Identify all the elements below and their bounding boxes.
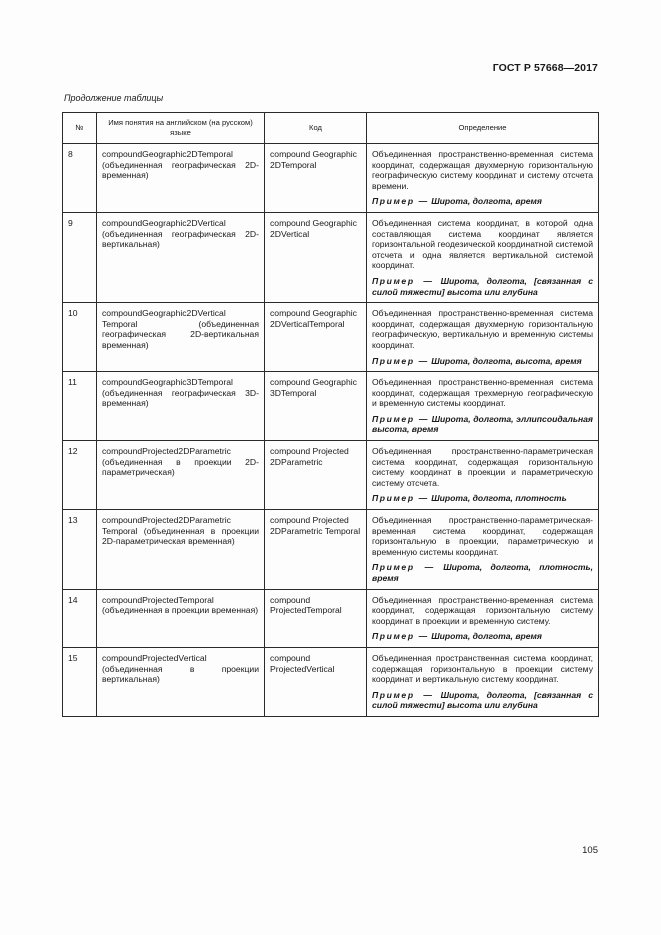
example-label: Пример —	[372, 493, 429, 504]
example	[372, 196, 593, 207]
definition-text: Объединенная система координат, в которой одна составляющая система координат является горизонтальной геодезической координатной системой отсчета и одна является вертикальной системой координат.	[372, 217, 593, 271]
row-number: 9	[63, 212, 97, 302]
term-code: compound Projected 2DParametric	[265, 441, 367, 510]
example	[372, 690, 593, 711]
term-name: compoundGeographic2DTemporal (объединенная географическая 2D-временная)	[97, 144, 265, 213]
example-text: Широта, долгота, [связанная с силой тяжести] высота или глубина	[372, 275, 593, 297]
term-definition-cell	[367, 212, 599, 302]
term-name: compoundProjected2DParametric Temporal (объединенная в проекции 2D-параметрическая временная)	[97, 510, 265, 590]
term-name: compoundGeographic2DVertical (объединенная географическая 2D-вертикальная)	[97, 212, 265, 302]
example	[372, 414, 593, 435]
example-text: Широта, долгота, плотность, время	[372, 562, 593, 583]
row-number: 8	[63, 144, 97, 213]
term-definition-cell	[367, 647, 599, 716]
table-row	[63, 372, 599, 441]
example-label: Пример —	[372, 631, 429, 642]
row-number: 13	[63, 510, 97, 590]
example-text: Широта, долгота, время	[431, 631, 542, 642]
row-number: 10	[63, 303, 97, 372]
example-label: Пример —	[372, 562, 435, 573]
term-name: compoundGeographic3DTemporal (объединенная географическая 3D-временная)	[97, 372, 265, 441]
example-text: Широта, долгота, плотность	[431, 493, 567, 504]
definition-text: Объединенная пространственно-временная система координат, содержащая горизонтальную систему координат в проекции и временную систему.	[372, 594, 593, 626]
example-label: Пример —	[372, 275, 434, 286]
term-code: compound ProjectedVertical	[265, 647, 367, 716]
table-row	[63, 144, 599, 213]
example-text: Широта, долгота, эллипсоидальная высота, время	[372, 413, 593, 435]
term-definition-cell	[367, 589, 599, 647]
term-code: compound Geographic 2DVertical	[265, 212, 367, 302]
definition-text: Объединенная пространственно-временная система координат, содержащая двухмерную горизонтальную географическую, вертикальную и временную системы координат.	[372, 308, 593, 350]
example	[372, 631, 593, 642]
example	[372, 562, 593, 583]
table-header-row	[63, 113, 599, 144]
term-code: compound Projected 2DParametric Temporal	[265, 510, 367, 590]
example-label: Пример —	[372, 413, 430, 424]
table-row	[63, 589, 599, 647]
term-name: compoundProjectedTemporal (объединенная в проекции временная)	[97, 589, 265, 647]
term-definition-cell	[367, 510, 599, 590]
term-name: compoundGeographic2DVertical Temporal (объединенная географическая 2D-вертикальная временная)	[97, 303, 265, 372]
row-number: 14	[63, 589, 97, 647]
example-label: Пример —	[372, 355, 429, 366]
column-header-definition: Определение	[367, 113, 599, 144]
example-text: Широта, долгота, время	[431, 196, 542, 207]
table-row	[63, 303, 599, 372]
definition-text: Объединенная пространственно-временная система координат, содержащая трехмерную географическую и временную системы координат.	[372, 377, 593, 409]
term-name: compoundProjected2DParametric (объединенная в проекции 2D-параметрическая)	[97, 441, 265, 510]
column-header-term: Имя понятия на английском (на русском) языке	[97, 113, 265, 144]
definition-text: Объединенная пространственно-временная система координат, содержащая двухмерную горизонтальную географическую систему координат и систему отсчета времени.	[372, 149, 593, 191]
definition-text: Объединенная пространственно-параметрическая система координат, содержащая горизонтальную систему координат в проекции и параметрическую систему отсчета.	[372, 446, 593, 488]
page-number: 105	[582, 845, 598, 856]
document-standard-header: ГОСТ Р 57668—2017	[492, 62, 598, 74]
example-text: Широта, долгота, [связанная с силой тяжести] высота или глубина	[372, 689, 593, 711]
term-definition-cell	[367, 441, 599, 510]
term-definition-cell	[367, 303, 599, 372]
definition-text: Объединенная пространственная система координат, содержащая горизонтальную в проекции систему координат и вертикальную систему координат.	[372, 652, 593, 685]
term-definition-cell	[367, 372, 599, 441]
example	[372, 493, 593, 504]
table-row	[63, 647, 599, 716]
example-label: Пример —	[372, 689, 434, 700]
table-row	[63, 510, 599, 590]
term-code: compound ProjectedTemporal	[265, 589, 367, 647]
column-header-number: №	[63, 113, 97, 144]
table-row	[63, 441, 599, 510]
table-row	[63, 212, 599, 302]
row-number: 11	[63, 372, 97, 441]
term-code: compound Geographic 2DTemporal	[265, 144, 367, 213]
example	[372, 276, 593, 297]
example	[372, 356, 593, 367]
example-label: Пример —	[372, 196, 429, 207]
term-name: compoundProjectedVertical (объединенная в проекции вертикальная)	[97, 647, 265, 716]
example-text: Широта, долгота, высота, время	[431, 355, 582, 366]
terms-table	[62, 112, 599, 717]
row-number: 15	[63, 647, 97, 716]
definition-text: Объединенная пространственно-параметрическая-временная система координат, содержащая горизонтальную в проекции, параметрическую и временную системы координат.	[372, 515, 593, 557]
term-code: compound Geographic 2DVerticalTemporal	[265, 303, 367, 372]
row-number: 12	[63, 441, 97, 510]
column-header-code: Код	[265, 113, 367, 144]
table-continuation-caption: Продолжение таблицы	[64, 93, 164, 103]
term-definition-cell	[367, 144, 599, 213]
term-code: compound Geographic 3DTemporal	[265, 372, 367, 441]
